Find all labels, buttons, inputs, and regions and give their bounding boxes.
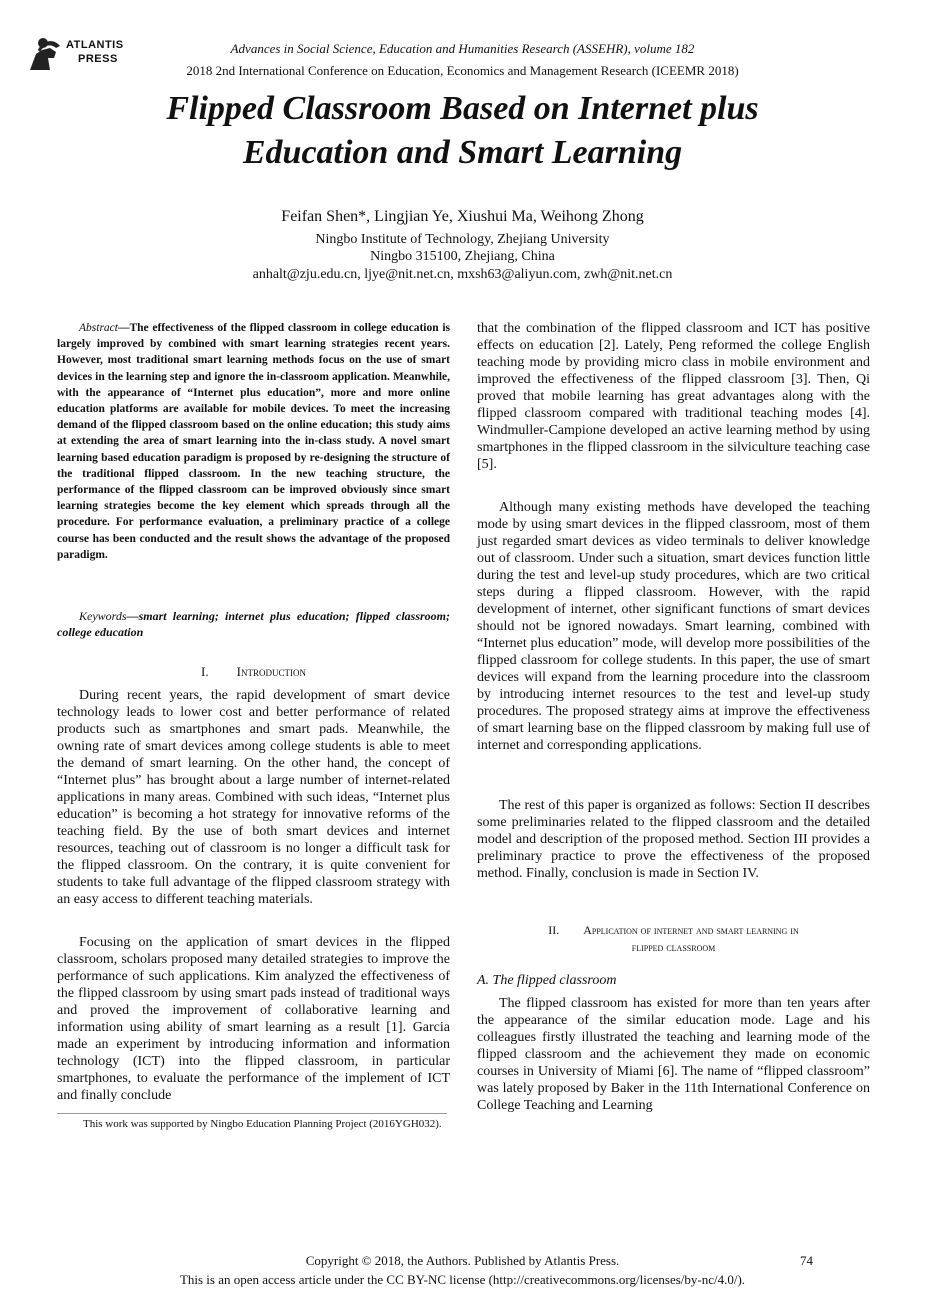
paragraph-text: that the combination of the flipped classroom and ICT has positive effects on education [2]. Lately, Peng reformed the college English teaching mode by providing micro class in mobile environment and improved the effectiveness of the flipped classroom [3]. Then, Qi proved that mobile learning has great advantages along with the flipped classroom compared with traditional teaching modes [4]. Windmuller-Campione developed an active learning method by using smartphones in the flipped classroom in the silviculture teaching case [5]. bbox=[477, 321, 870, 472]
logo-line-1: ATLANTIS bbox=[66, 39, 124, 51]
paragraph-text: Focusing on the application of smart devices in the flipped classroom, scholars proposed many detailed strategies to improve the performance of such applications. Kim analyzed the effectiveness of the flipped classroom by using smart pads instead of traditional ways and proved the improvement of collaborative learning and information using ability of smart learning as a result [1]. Garcia made an experiment by introducing information and information technology (ICT) into the flipped classroom, in particular smartphones, to evaluate the performance of the implement of ICT and finally conclude bbox=[57, 935, 450, 1103]
abstract-text: The effectiveness of the flipped classroom in college education is largely improved by combined with smart learning strategies recent years. However, most traditional smart learning methods focus on the use of smart devices in the learning step and ignore the in-classroom application. Meanwhile, with the appearance of “Internet plus education”, more and more online education platforms are available for mobile devices. To meet the increasing demand of the flipped classroom based on the online education; this study aims at extending the area of smart learning into the in-class study. A novel smart learning based education paradigm is proposed by re-designing the structure of the traditional flipped classroom. In the new teaching structure, the performance of the flipped classroom can be improved obviously since smart learning strategies become the key element which spreads through all the procedure. For performance evaluation, a preliminary practice of a college course has been conducted and the result shows the advantage of the proposed paradigm. bbox=[57, 322, 450, 561]
body-paragraph bbox=[477, 995, 870, 1114]
body-paragraph bbox=[57, 687, 450, 908]
section-heading-application bbox=[477, 922, 870, 956]
abstract-label: Abstract bbox=[79, 322, 118, 334]
section-number: I. bbox=[201, 664, 209, 679]
keywords-dash: — bbox=[126, 609, 139, 623]
copyright-line: Copyright © 2018, the Authors. Published by Atlantis Press. bbox=[305, 1253, 620, 1268]
section-heading-introduction bbox=[57, 663, 450, 680]
address: Ningbo 315100, Zhejiang, China bbox=[370, 249, 555, 264]
license-line: This is an open access article under the CC BY-NC license (http://creativecommons.org/licenses/by-nc/4.0/). bbox=[179, 1272, 746, 1287]
author-emails: anhalt@zju.edu.cn, ljye@nit.net.cn, mxsh63@aliyun.com, zwh@nit.net.cn bbox=[252, 267, 673, 282]
keywords-text: smart learning; internet plus education; flipped classroom; college education bbox=[57, 609, 450, 639]
paragraph-text: Although many existing methods have developed the teaching mode by using smart devices in the flipped classroom, most of them just regarded smart devices as video terminals to deliver knowledge out of classroom. Under such a situation, smart devices function little during the test and level-up study procedures, which are two critical steps during a flipped classroom. However, with the rapid development of internet, other significant functions of smart devices should not be ignored nowadays. Smart learning, combined with “Internet plus education” mode, will develop more possibilities of the flipped classroom for college students. In this paper, the use of smart devices will expand from the learning procedure into the classroom by introducing internet resources to the test and level-up study procedures. The proposed strategy aims at improve the effectiveness of smart learning base on the flipped classroom by making full use of internet and corresponding applications. bbox=[477, 500, 870, 753]
paragraph-text: The rest of this paper is organized as follows: Section II describes some preliminaries related to the flipped classroom and the detailed model and description of the proposed method. Section III provides a preliminary practice to prove the effectiveness of the proposed method. Finally, conclusion is made in Section IV. bbox=[477, 798, 870, 881]
paragraph-text: The flipped classroom has existed for more than ten years after the appearance of the similar education mode. Lage and his colleagues firstly illustrated the teaching and learning mode of the flipped classroom and the achievement they made on economic courses in University of Miami [6]. The name of “flipped classroom” was lately proposed by Baker in the 11th International Conference on College Teaching and Learning bbox=[477, 996, 870, 1113]
abstract-dash: — bbox=[117, 322, 130, 334]
affiliation: Ningbo Institute of Technology, Zhejiang University bbox=[315, 232, 610, 247]
paper-title bbox=[0, 87, 925, 175]
keywords bbox=[57, 608, 450, 640]
section-title: Introduction bbox=[236, 664, 306, 679]
keywords-label: Keywords bbox=[79, 609, 127, 623]
body-paragraph bbox=[477, 499, 870, 754]
abstract bbox=[57, 320, 450, 563]
body-paragraph bbox=[477, 797, 870, 882]
section-title-line-2: flipped classroom bbox=[631, 940, 716, 954]
section-number: II. bbox=[548, 923, 560, 937]
footnote-text: This work was supported by Ningbo Education Planning Project (2016YGH032). bbox=[83, 1118, 442, 1130]
title-line-2: Education and Smart Learning bbox=[242, 134, 683, 171]
conference-header: 2018 2nd International Conference on Education, Economics and Management Research (ICEEMR 2018) bbox=[186, 63, 739, 78]
paragraph-text: During recent years, the rapid development of smart device technology leads to lower cost and better performance of related products such as smartphones and smart pads. Meanwhile, the owning rate of smart devices among college students is able to meet the demand of smart learning. On the other hand, the concept of “Internet plus” has brought about a large number of internet-related applications in many areas. Combined with such ideas, “Internet plus education” is becoming a hot strategy for innovative reforms of the teaching field. By the use of both smart devices and internet resources, teaching out of classroom is no longer a difficult task for the flipped classroom. On the contrary, it is quite convenient for students to take full advantage of the flipped classroom strategy with an easy access to different teaching materials. bbox=[57, 688, 450, 907]
page-number: 74 bbox=[800, 1253, 813, 1268]
subsection-heading: A. The flipped classroom bbox=[477, 973, 617, 988]
author-list: Feifan Shen*, Lingjian Ye, Xiushui Ma, Weihong Zhong bbox=[281, 208, 644, 225]
body-paragraph bbox=[477, 320, 870, 473]
section-title-line-1: Application of internet and smart learning in bbox=[583, 923, 799, 937]
journal-header: Advances in Social Science, Education and Humanities Research (ASSEHR), volume 182 bbox=[230, 41, 695, 56]
title-line-1: Flipped Classroom Based on Internet plus bbox=[166, 90, 759, 127]
footnote bbox=[57, 1117, 450, 1131]
body-paragraph bbox=[57, 934, 450, 1104]
logo-line-2: PRESS bbox=[78, 53, 118, 65]
footnote-rule bbox=[57, 1113, 447, 1114]
